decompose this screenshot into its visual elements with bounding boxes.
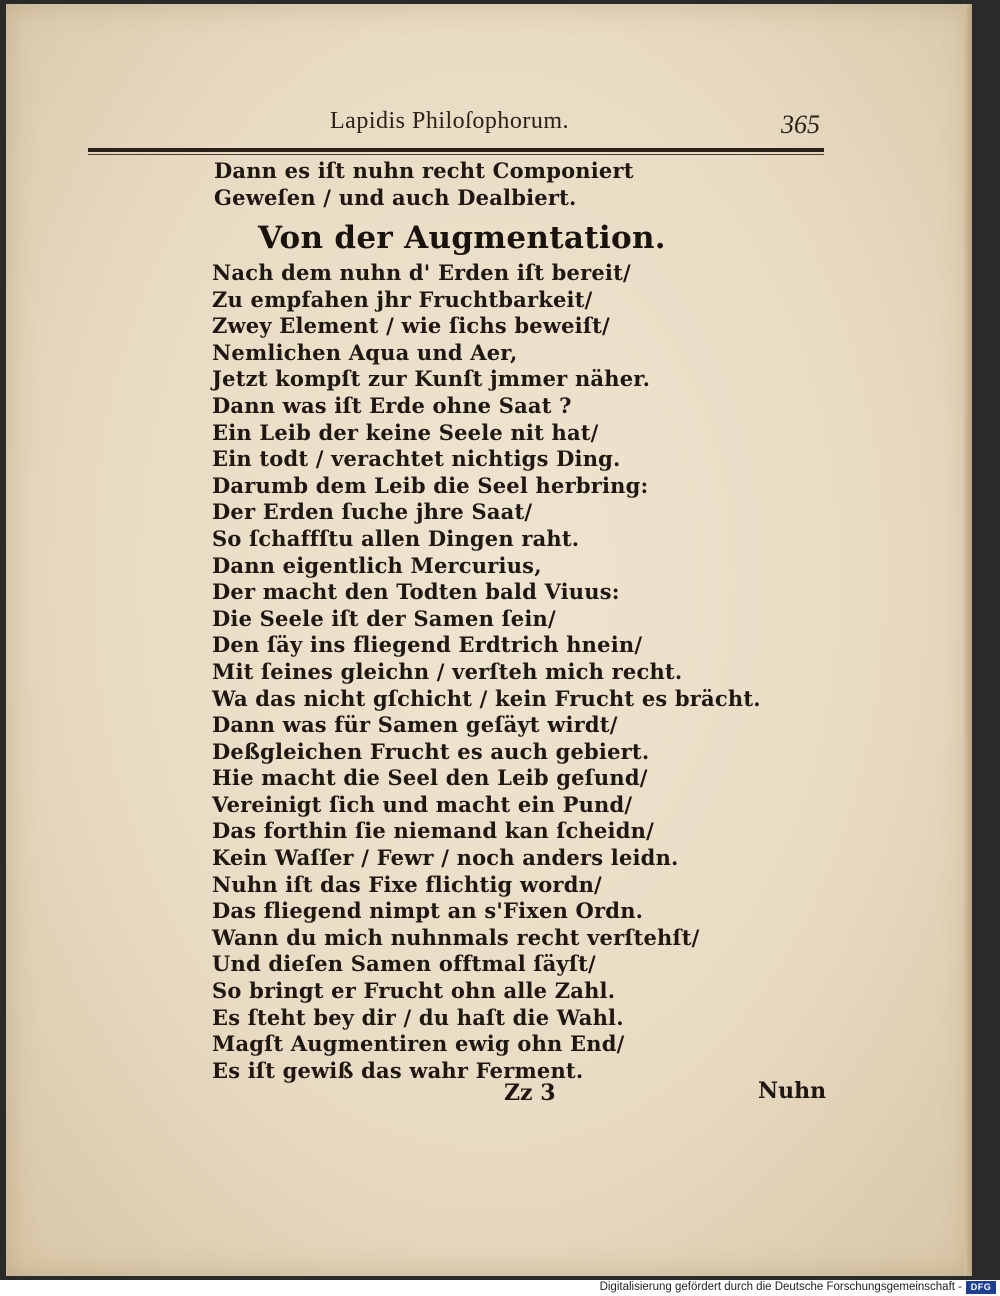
verse-line: Nuhn iſt das Fixe flichtig wordn/ (212, 871, 602, 897)
verse-line: Magſt Augmentiren ewig ohn End/ (212, 1031, 625, 1057)
verse-line: Ein todt / verachtet nichtigs Ding. (212, 446, 621, 472)
verse-line: Es ſteht bey dir / du haſt die Wahl. (212, 1004, 624, 1030)
verse-line: Der Erden ſuche jhre Saat/ (212, 499, 533, 525)
intro-verse (214, 158, 634, 211)
verse-line: Den ſäy ins fliegend Erdtrich hnein/ (212, 632, 643, 658)
header-rule-thin (88, 154, 824, 155)
verse-line: Zu empfahen jhr Fruchtbarkeit/ (212, 286, 593, 312)
funding-notice: Digitalisierung gefördert durch die Deutsche Forschungsgemeinschaft - (599, 1281, 962, 1293)
dfg-logo-icon: DFG (966, 1281, 996, 1294)
footer-bar (0, 1280, 1000, 1296)
verse-line: Wann du mich nuhnmals recht verſtehſt/ (212, 924, 700, 950)
verse-line: Zwey Element / wie ſichs beweiſt/ (212, 313, 610, 339)
running-title: Lapidis Philoſophorum. (330, 108, 569, 134)
header-rule (88, 148, 824, 152)
section-title: Von der Augmentation. (258, 220, 666, 256)
verse-line: Und dieſen Samen offtmal ſäyſt/ (212, 951, 596, 977)
page-number: 365 (781, 110, 820, 139)
verse-line: Die Seele iſt der Samen ſein/ (212, 605, 556, 631)
verse-line: So bringt er Frucht ohn alle Zahl. (212, 978, 616, 1004)
verse-line: Darumb dem Leib die Seel herbring: (212, 472, 649, 498)
verse-line: Dann was für Samen geſäyt wirdt/ (212, 712, 618, 738)
verse-line: Deßgleichen Frucht es auch gebiert. (212, 738, 650, 764)
page-header (80, 108, 820, 148)
verse-line: Kein Waſſer / Fewr / noch anders leidn. (212, 845, 679, 871)
verse-line: Dann was iſt Erde ohne Saat ? (212, 392, 572, 418)
verse-line: Das fliegend nimpt an s'Fixen Ordn. (212, 898, 644, 924)
verse-line: Dann eigentlich Mercurius, (212, 552, 542, 578)
verse-line: Hie macht die Seel den Leib geſund/ (212, 765, 648, 791)
verse-line: Der macht den Todten bald Viuus: (212, 579, 620, 605)
verse-line: Wa das nicht gſchicht / kein Frucht es brächt. (212, 685, 761, 711)
catchword: Nuhn (758, 1078, 827, 1104)
verse-line: Dann es iſt nuhn recht Componiert (214, 158, 634, 183)
verse-line: Jetzt kompſt zur Kunſt jmmer näher. (212, 366, 651, 392)
verse-line: Es iſt gewiß das wahr Ferment. (212, 1057, 584, 1083)
verse-line: Geweſen / und auch Dealbiert. (214, 184, 577, 210)
verse-line: So ſchaffſtu allen Dingen raht. (212, 525, 580, 551)
poem (212, 260, 761, 1084)
signature-mark: Zz 3 (504, 1080, 556, 1106)
verse-line: Nemlichen Aqua und Aer, (212, 339, 518, 365)
verse-line: Vereinigt ſich und macht ein Pund/ (212, 791, 633, 817)
verse-line: Ein Leib der keine Seele nit hat/ (212, 419, 599, 445)
verse-line: Nach dem nuhn d' Erden iſt bereit/ (212, 260, 631, 285)
verse-line: Das forthin ſie niemand kan ſcheidn/ (212, 818, 654, 844)
page-edge (964, 4, 972, 1276)
verse-line: Mit ſeines gleichn / verſteh mich recht. (212, 658, 683, 684)
